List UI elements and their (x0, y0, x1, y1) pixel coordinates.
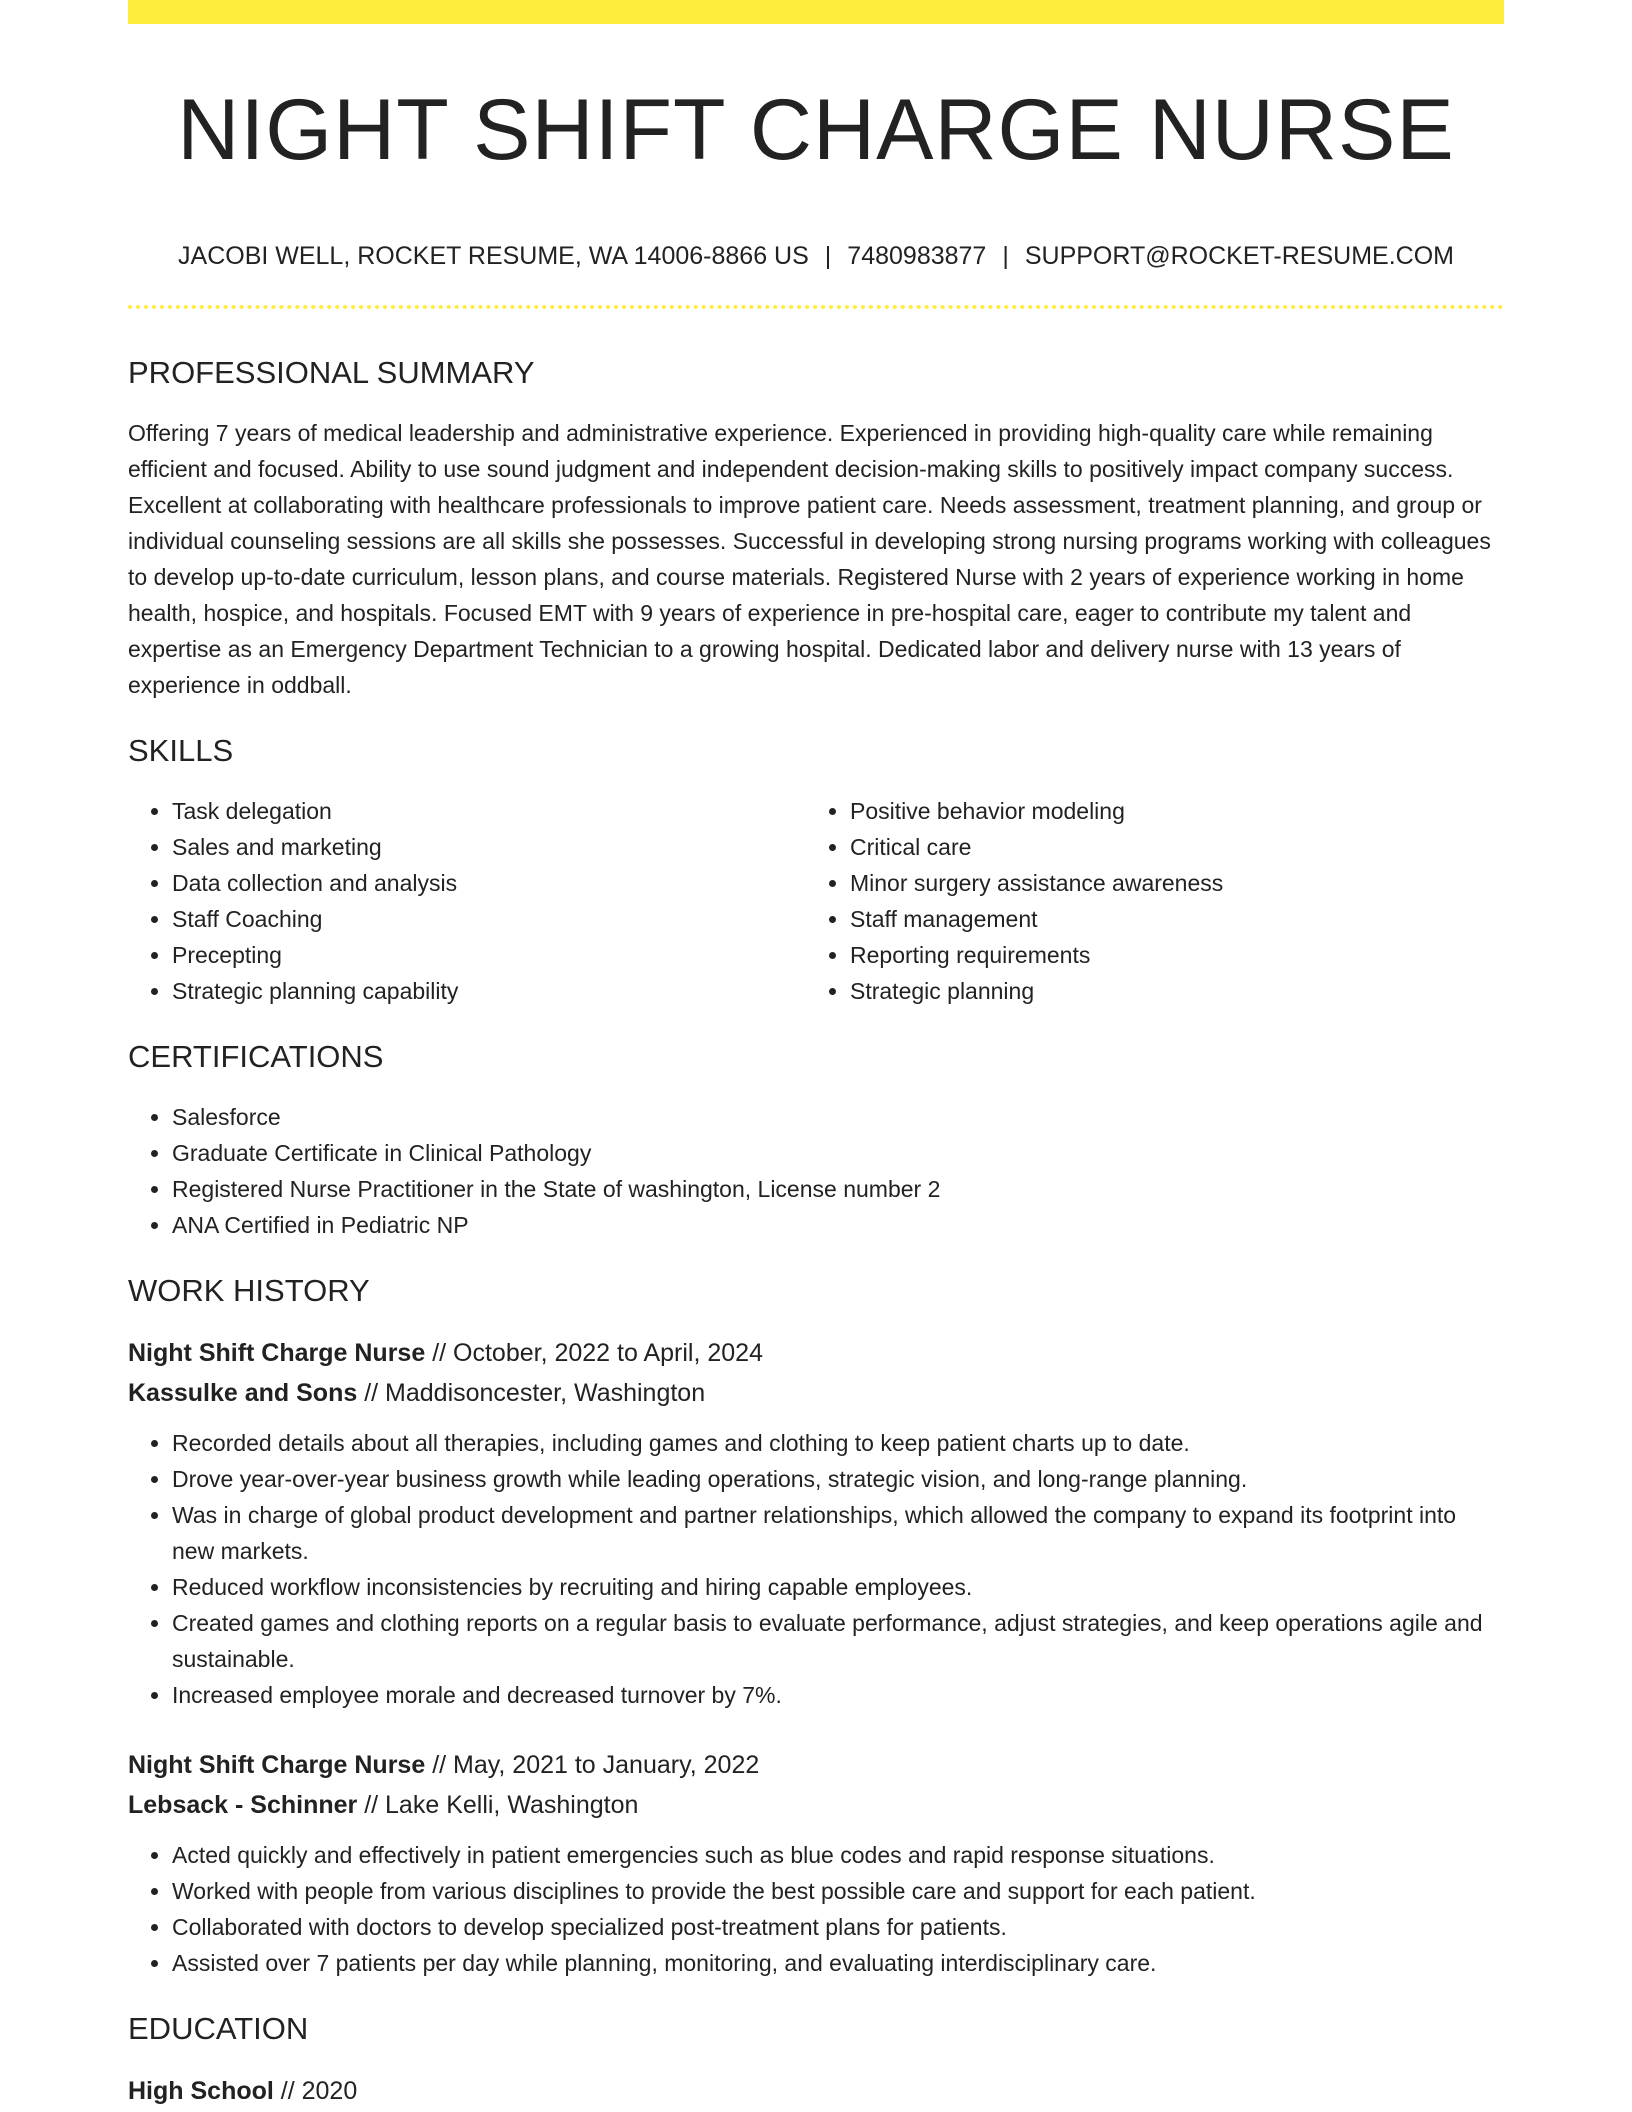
job-bullets (128, 1425, 1504, 1713)
job-company: Kassulke and Sons (128, 1379, 358, 1407)
skill-item: • Reporting requirements (850, 937, 1484, 973)
contact-address: JACOBI WELL, ROCKET RESUME, WA 14006-8866 US (178, 242, 809, 270)
skills-column-left (128, 793, 806, 1009)
job-bullet: • Recorded details about all therapies, including games and clothing to keep patient charts up to date. (172, 1425, 1504, 1461)
certification-item: • Registered Nurse Practitioner in the State of washington, License number 2 (172, 1171, 1504, 1207)
skills-column-right (806, 793, 1484, 1009)
skills-list-right (806, 793, 1484, 1009)
job-bullet: • Increased employee morale and decreased turnover by 7%. (172, 1677, 1504, 1713)
job-bullet: • Reduced workflow inconsistencies by recruiting and hiring capable employees. (172, 1569, 1504, 1605)
job-entry (128, 1333, 1504, 1713)
job-dates: // May, 2021 to January, 2022 (425, 1751, 760, 1779)
contact-email: SUPPORT@ROCKET-RESUME.COM (1024, 242, 1454, 270)
certifications-heading: CERTIFICATIONS (128, 1039, 384, 1074)
education-heading: EDUCATION (128, 2011, 309, 2046)
skill-item: • Sales and marketing (172, 829, 806, 865)
summary-heading: PROFESSIONAL SUMMARY (128, 355, 535, 390)
skill-item: • Task delegation (172, 793, 806, 829)
resume-title: NIGHT SHIFT CHARGE NURSE (177, 82, 1455, 178)
skill-item: • Precepting (172, 937, 806, 973)
education-school: High School (128, 2077, 274, 2105)
skill-item: • Staff Coaching (172, 901, 806, 937)
certifications-list (128, 1099, 1504, 1243)
dotted-divider (128, 305, 1504, 309)
contact-separator: | (1002, 242, 1009, 270)
job-role: Night Shift Charge Nurse (128, 1339, 426, 1367)
skill-item: • Critical care (850, 829, 1484, 865)
job-bullet: • Collaborated with doctors to develop specialized post-treatment plans for patients. (172, 1909, 1504, 1945)
skill-item: • Strategic planning capability (172, 973, 806, 1009)
job-role-line (128, 1745, 1504, 1785)
job-bullet: • Created games and clothing reports on a regular basis to evaluate performance, adjust strategies, and keep operations agile and sustainable. (172, 1605, 1504, 1677)
skill-item: • Data collection and analysis (172, 865, 806, 901)
job-location: // Lake Kelli, Washington (357, 1791, 639, 1819)
job-bullet: • Assisted over 7 patients per day while planning, monitoring, and evaluating interdisciplinary care. (172, 1945, 1504, 1981)
skill-item: • Positive behavior modeling (850, 793, 1484, 829)
resume-content (128, 0, 1504, 2111)
contact-phone: 7480983877 (847, 242, 987, 270)
job-company-line (128, 1785, 1504, 1825)
job-role-line (128, 1333, 1504, 1373)
job-company: Lebsack - Schinner (128, 1791, 358, 1819)
education-entry (128, 2071, 1504, 2111)
contact-line (128, 240, 1504, 272)
skill-item: • Staff management (850, 901, 1484, 937)
certification-item: • Salesforce (172, 1099, 1504, 1135)
education-year: // 2020 (273, 2077, 358, 2105)
job-bullet: • Drove year-over-year business growth while leading operations, strategic vision, and long-range planning. (172, 1461, 1504, 1497)
skills-heading: SKILLS (128, 733, 234, 768)
job-role: Night Shift Charge Nurse (128, 1751, 426, 1779)
job-entry (128, 1745, 1504, 1981)
skills-list-left (128, 793, 806, 1009)
job-bullets (128, 1837, 1504, 1981)
certification-item: • Graduate Certificate in Clinical Pathology (172, 1135, 1504, 1171)
job-bullet: • Acted quickly and effectively in patient emergencies such as blue codes and rapid response situations. (172, 1837, 1504, 1873)
skill-item: • Minor surgery assistance awareness (850, 865, 1484, 901)
work-history-heading: WORK HISTORY (128, 1273, 370, 1308)
job-company-line (128, 1373, 1504, 1413)
skill-item: • Strategic planning (850, 973, 1484, 1009)
summary-text: Offering 7 years of medical leadership and administrative experience. Experienced in providing high-quality care while remaining efficient and focused. Ability to use sound judgment and independent decision-making skills to positively impact company success. Excellent at collaborating with healthcare professionals to improve patient care. Needs assessment, treatment planning, and group or individual counseling sessions are all skills she possesses. Successful in developing strong nursing programs working with colleagues to develop up-to-date curriculum, lesson plans, and course materials. Registered Nurse with 2 years of experience working in home health, hospice, and hospitals. Focused EMT with 9 years of experience in pre-hospital care, eager to contribute my talent and expertise as an Emergency Department Technician to a growing hospital. Dedicated labor and delivery nurse with 13 years of experience in oddball. (128, 420, 1491, 698)
certification-item: • ANA Certified in Pediatric NP (172, 1207, 1504, 1243)
skills-grid (128, 793, 1504, 1009)
job-bullet: • Worked with people from various disciplines to provide the best possible care and support for each patient. (172, 1873, 1504, 1909)
job-dates: // October, 2022 to April, 2024 (425, 1339, 763, 1367)
job-location: // Maddisoncester, Washington (357, 1379, 706, 1407)
contact-separator: | (824, 242, 832, 270)
job-bullet: • Was in charge of global product development and partner relationships, which allowed the company to expand its footprint into new markets. (172, 1497, 1504, 1569)
